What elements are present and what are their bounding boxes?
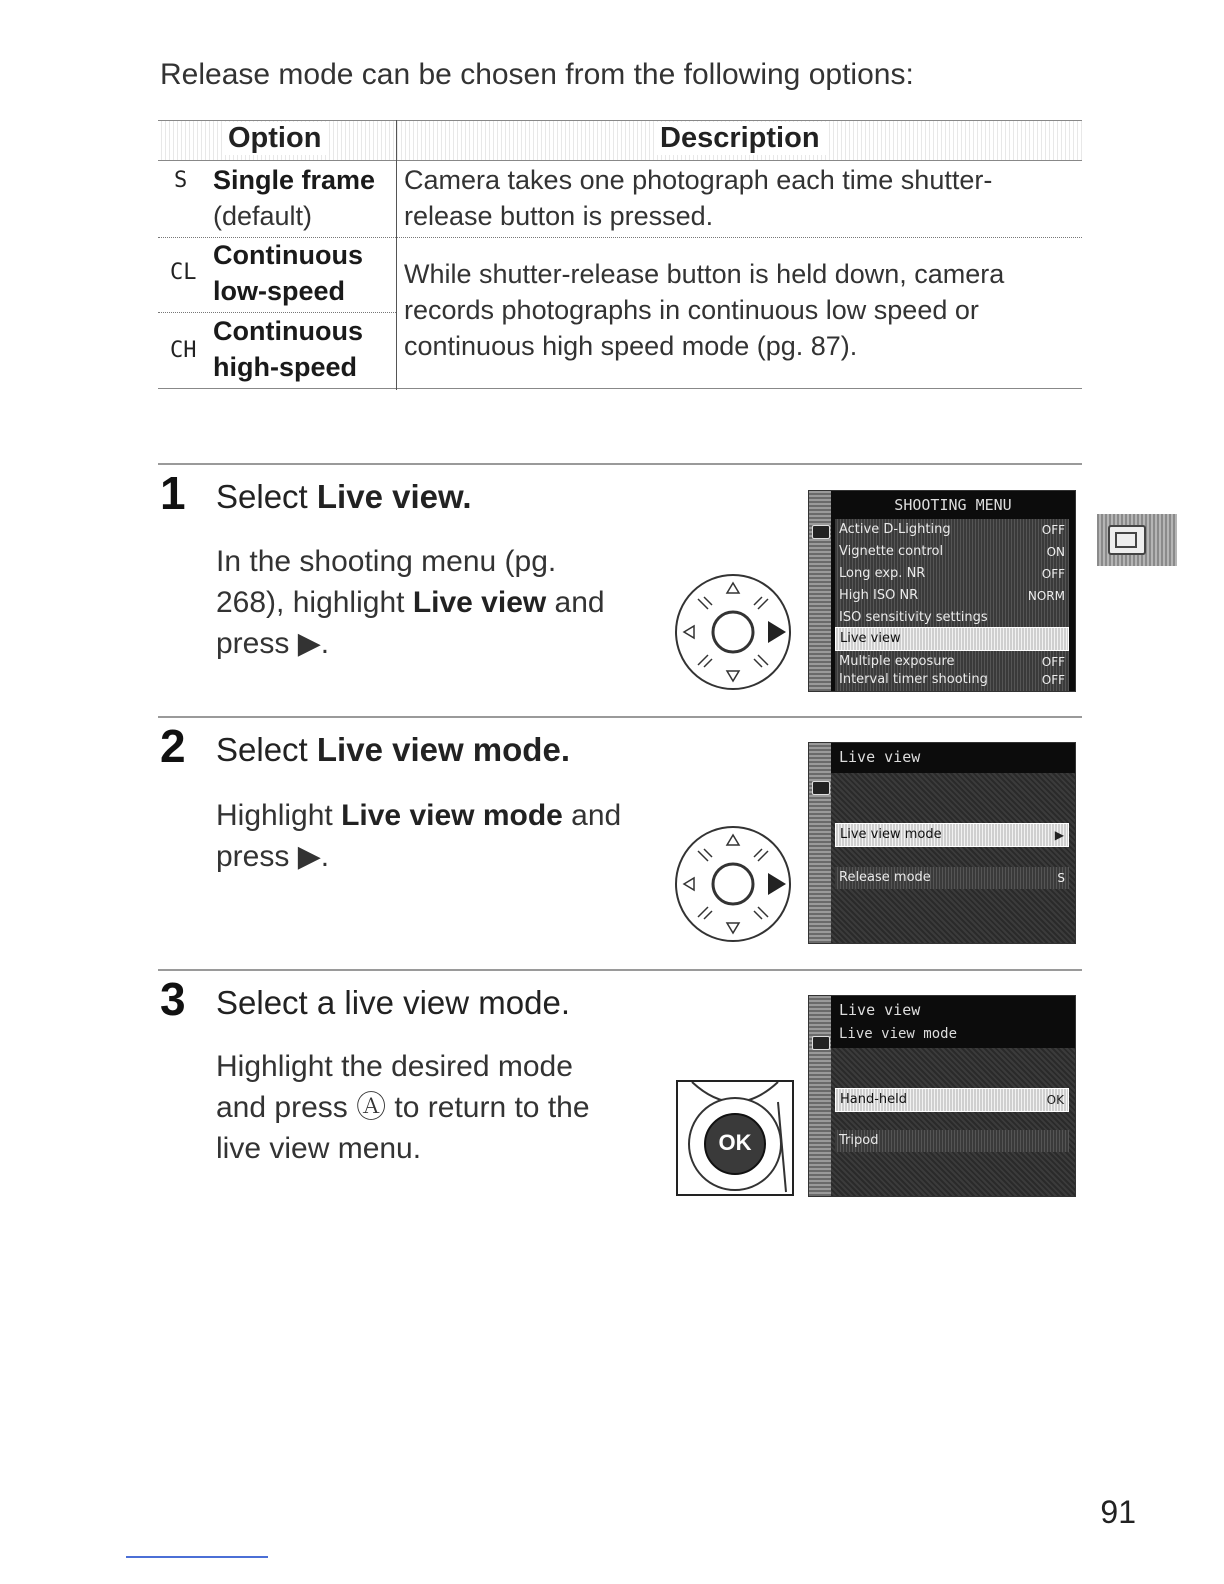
ok-label: OK	[718, 1130, 752, 1155]
continuous-high-label-line1: Continuous	[213, 316, 363, 346]
continuous-high-label-line2: high-speed	[213, 352, 358, 382]
screen-title: SHOOTING MENU	[894, 496, 1012, 514]
screen-title: Live view	[839, 748, 921, 766]
multi-selector-icon	[674, 825, 792, 943]
live-view-section-tab	[1097, 514, 1177, 566]
menu-item: Tripod	[835, 1130, 1069, 1152]
live-view-mode-screen	[808, 995, 1076, 1197]
single-frame-desc-line2: release button is pressed.	[404, 201, 714, 231]
continuous-high-symbol: CH	[170, 338, 197, 363]
menu-item-selected: Hand-held OK	[835, 1088, 1069, 1112]
step-divider	[158, 463, 1082, 465]
step-number: 3	[160, 973, 186, 1025]
menu-item-selected: Live view mode ▶	[835, 823, 1069, 847]
menu-item: Interval timer shooting OFF	[835, 669, 1069, 691]
step-divider	[158, 969, 1082, 971]
header-description: Description	[654, 122, 826, 155]
screen-subtitle: Live view mode	[839, 1026, 958, 1042]
continuous-desc-line3: continuous high speed mode (pg. 87).	[404, 331, 858, 361]
intro-text: Release mode can be chosen from the following options:	[160, 58, 914, 91]
step-instructions: Highlight Live view mode and press ▶.	[216, 799, 622, 873]
continuous-desc-line1: While shutter-release button is held down, camera	[404, 259, 1005, 289]
multi-selector-icon	[674, 573, 792, 691]
single-frame-note: (default)	[213, 201, 313, 231]
single-frame-desc-line1: Camera takes one photograph each time shutter-	[404, 165, 993, 195]
menu-item: Long exp. NR OFF	[835, 563, 1069, 585]
menu-item: Vignette control ON	[835, 541, 1069, 563]
continuous-low-symbol: CL	[170, 260, 197, 285]
live-view-icon	[1108, 525, 1146, 555]
shooting-menu-screen	[808, 490, 1076, 692]
continuous-low-label-line1: Continuous	[213, 240, 363, 270]
menu-item: ISO sensitivity settings	[835, 607, 1069, 629]
step-divider	[158, 716, 1082, 718]
step-title: Select Live view mode.	[216, 731, 570, 768]
screen-title: Live view	[839, 1001, 921, 1019]
menu-item: Release mode S	[835, 867, 1069, 889]
menu-item: High ISO NR NORM	[835, 585, 1069, 607]
step-instructions: In the shooting menu (pg. 268), highlight Live view and press ▶.	[216, 545, 605, 660]
live-view-menu-screen	[808, 742, 1076, 944]
step-number: 2	[160, 720, 186, 772]
step-title: Select Live view.	[216, 478, 472, 515]
step-title: Select a live view mode.	[216, 984, 570, 1021]
single-frame-label: Single frame	[213, 165, 376, 195]
single-frame-symbol: S	[174, 168, 188, 193]
menu-item-selected: Live view	[835, 627, 1069, 651]
continuous-low-label-line2: low-speed	[213, 276, 346, 306]
step-number: 1	[160, 467, 186, 519]
menu-item: Multiple exposure OFF	[835, 651, 1069, 673]
page-number: 91	[1100, 1494, 1136, 1530]
menu-item: Active D-Lighting OFF	[835, 519, 1069, 541]
step-instructions: Highlight the desired mode and press Ⓐ to return to the live view menu.	[216, 1050, 590, 1165]
release-mode-table	[158, 120, 1082, 390]
continuous-desc-line2: records photographs in continuous low speed or	[404, 295, 979, 325]
ok-button-illustration	[676, 1080, 794, 1196]
header-option: Option	[222, 122, 327, 155]
footer-line	[126, 1556, 268, 1558]
